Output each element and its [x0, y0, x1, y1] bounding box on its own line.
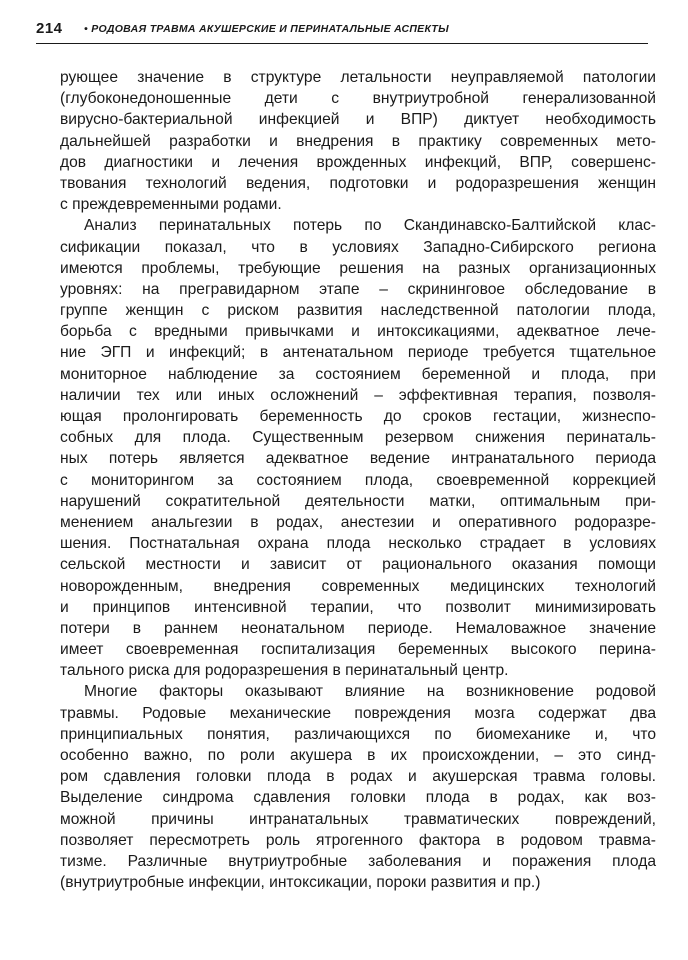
text-line: собных для плода. Существенным резервом снижения перинаталь-: [60, 429, 656, 447]
text-line: и принципов интенсивной терапии, что позволит минимизировать: [60, 598, 656, 616]
page-number: 214: [36, 20, 63, 37]
text-line: Многие факторы оказывают влияние на возникновение родовой: [84, 683, 656, 701]
text-line: Анализ перинатальных потерь по Скандинавско-Балтийской клас-: [84, 217, 656, 235]
text-line: тизме. Различные внутриутробные заболевания и поражения плода: [60, 852, 656, 870]
text-line: имеются проблемы, требующие решения на разных организационных: [60, 259, 656, 277]
text-line: мониторное наблюдение за состоянием беременной и плода, при: [60, 365, 656, 383]
paragraph: [60, 681, 656, 893]
page-header: [36, 20, 648, 42]
text-line: сификации показал, что в условиях Западно-Сибирского региона: [60, 238, 656, 256]
text-line: (внутриутробные инфекции, интоксикации, пороки развития и пр.): [60, 874, 541, 892]
text-line: травмы. Родовые механические повреждения мозга содержат два: [60, 704, 656, 722]
text-line: принципиальных понятия, различающихся по биомеханике и, что: [60, 725, 656, 743]
text-line: ных потерь является адекватное ведение интранатального периода: [60, 450, 656, 468]
body-text: [60, 67, 656, 893]
text-line: менением анальгезии в родах, анестезии и оперативного родоразре-: [60, 513, 656, 531]
text-line: особенно важно, по роли акушера в их происхождении, – это синд-: [60, 747, 656, 764]
text-line: рующее значение в структуре летальности неуправляемой патологии: [60, 69, 656, 86]
text-line: борьба с вредными привычками и интоксикациями, адекватное лече-: [60, 323, 656, 341]
paragraph: [60, 215, 656, 681]
header-rule: [36, 43, 648, 44]
text-line: ющая пролонгировать беременность до сроков гестации, жизнеспо-: [60, 408, 656, 425]
text-line: наличии тех или иных осложнений – эффективная терапия, позволя-: [60, 386, 656, 404]
text-line: сельской местности и зависит от рационального оказания помощи: [60, 556, 656, 574]
text-line: новорожденным, внедрения современных медицинских технологий: [60, 577, 656, 595]
running-head: • РОДОВАЯ ТРАВМА АКУШЕРСКИЕ И ПЕРИНАТАЛЬНЫЕ АСПЕКТЫ: [84, 23, 449, 35]
text-line: ние ЭГП и инфекций; в антенатальном периоде требуется тщательное: [60, 344, 656, 362]
text-line: группе женщин с риском развития наследственной патологии плода,: [60, 302, 656, 320]
text-line: потери в раннем неонатальном периоде. Немаловажное значение: [60, 619, 656, 637]
text-line: имеет своевременная госпитализация беременных высокого перина-: [60, 641, 656, 659]
text-line: тального риска для родоразрешения в перинатальный центр.: [60, 662, 509, 680]
text-line: можной причины интранатальных травматических повреждений,: [60, 810, 656, 828]
text-line: позволяет пересмотреть роль ятрогенного фактора в родовом травма-: [60, 831, 656, 849]
text-line: с преждевременными родами.: [60, 196, 282, 214]
text-line: шения. Постнатальная охрана плода несколько страдает в условиях: [60, 535, 656, 553]
text-line: Выделение синдрома сдавления головки плода в родах, как воз-: [60, 789, 656, 807]
text-line: нарушений сократительной деятельности матки, оптимальным при-: [60, 492, 656, 510]
text-line: с мониторингом за состоянием плода, своевременной коррекцией: [60, 471, 656, 489]
text-line: (глубоконедоношенные дети с внутриутробной генерализованной: [60, 90, 656, 108]
text-line: уровнях: на прегравидарном этапе – скрининговое обследование в: [60, 280, 656, 298]
text-line: ром сдавления головки плода в родах и акушерская травма головы.: [60, 768, 656, 786]
text-line: твования технологий ведения, подготовки и родоразрешения женщин: [60, 174, 656, 192]
text-line: вирусно-бактериальной инфекцией и ВПР) диктует необходимость: [60, 111, 656, 129]
text-line: дов диагностики и лечения врожденных инфекций, ВПР, совершенс-: [60, 153, 656, 171]
paragraph: [60, 67, 656, 215]
text-line: дальнейшей разработки и внедрения в практику современных мето-: [60, 132, 656, 150]
